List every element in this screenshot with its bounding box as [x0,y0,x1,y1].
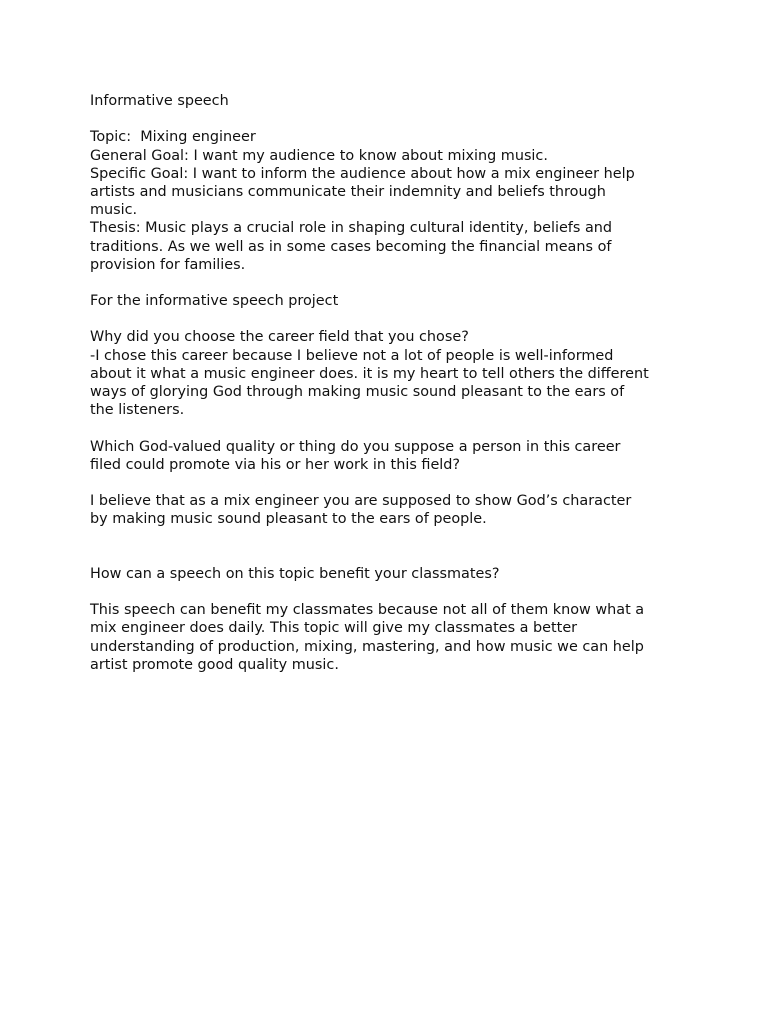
question-classmates-benefit: How can a speech on this topic benefit your classmates? [90,565,500,582]
answer-career-choice-line: ways of glorying God through making music sound pleasant to the ears of [90,384,625,400]
thesis-line: Thesis: Music plays a crucial role in shaping cultural identity, beliefs and [90,220,613,237]
thesis-line: traditions. As we well as in some cases becoming the financial means of [90,238,612,255]
document-title: Informative speech [90,93,229,109]
specific-goal-line: Specific Goal: I want to inform the audience about how a mix engineer help [90,165,635,182]
general-goal-line: General Goal: I want my audience to know about mixing music. [90,147,548,164]
topic-line: Topic: Mixing engineer [90,129,256,146]
spacer [90,419,700,437]
spacer [90,529,700,547]
project-heading: For the informative speech project [90,293,339,310]
answer-classmates-benefit-line: artist promote good quality music. [90,656,339,673]
spacer [90,310,700,328]
answer-career-choice-line: -I chose this career because I believe not a lot of people is well-informed [90,347,614,364]
answer-god-valued-quality-line: by making music sound pleasant to the ears of people. [90,511,487,528]
thesis-line: provision for families. [90,256,246,273]
spacer [90,274,700,292]
specific-goal-line: music. [90,202,138,219]
spacer [90,547,700,565]
question-career-choice: Why did you choose the career field that you chose? [90,329,469,346]
answer-classmates-benefit-line: mix engineer does daily. This topic will give my classmates a better [90,620,578,637]
answer-classmates-benefit-line: This speech can benefit my classmates because not all of them know what a [90,602,645,619]
spacer [90,474,700,492]
answer-career-choice-line: about it what a music engineer does. it is my heart to tell others the different [90,365,649,382]
spacer [90,110,700,128]
document-body [90,92,700,674]
answer-career-choice-line: the listeners. [90,402,185,419]
specific-goal-line: artists and musicians communicate their indemnity and beliefs through [90,183,606,200]
answer-god-valued-quality-line: I believe that as a mix engineer you are supposed to show God’s character [90,493,632,510]
question-god-valued-quality-line: Which God-valued quality or thing do you suppose a person in this career [90,438,621,455]
answer-classmates-benefit-line: understanding of production, mixing, mastering, and how music we can help [90,638,644,655]
question-god-valued-quality-line: filed could promote via his or her work in this field? [90,456,461,473]
spacer [90,583,700,601]
